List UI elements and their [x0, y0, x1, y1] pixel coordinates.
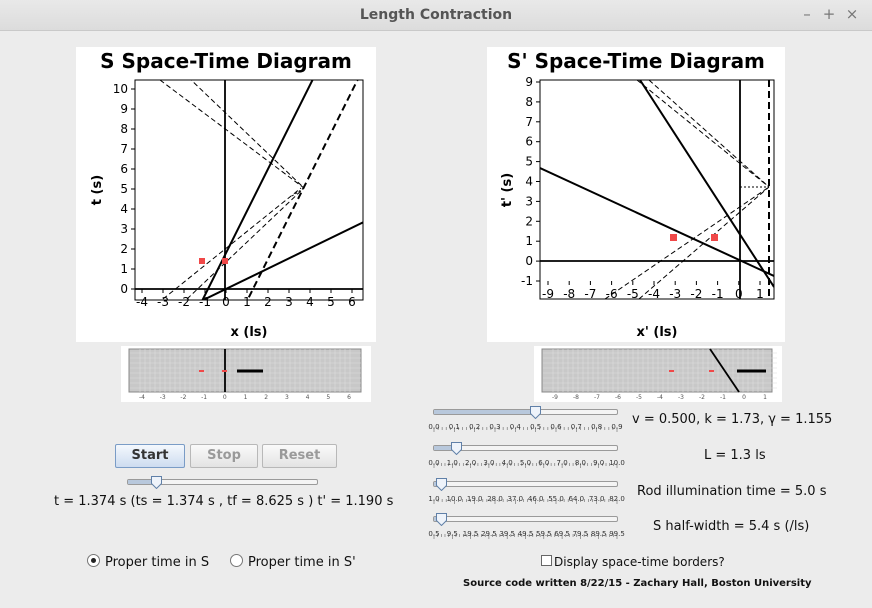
x-tick-label: 6	[348, 295, 356, 309]
slider-tick-label: 99.5	[609, 530, 625, 538]
y-tick-label: 8	[525, 94, 533, 109]
sprime-diagram-panel	[487, 47, 785, 342]
slider-thumb-icon	[436, 478, 447, 491]
strip-tick-label: 5	[326, 394, 331, 401]
slider-tick-label: 64.0	[568, 495, 585, 503]
strip-tick-label: -4	[657, 394, 663, 401]
strip-tick-label: -9	[552, 394, 558, 401]
x-tick-label: 0	[734, 287, 743, 301]
x-tick-label: -1	[199, 295, 211, 309]
slider-thumb-icon	[451, 442, 462, 455]
slider-tick-label: 0.8	[591, 423, 603, 431]
x-tick-label: -4	[136, 295, 148, 309]
illumination-slider[interactable]	[428, 476, 625, 503]
velocity-slider[interactable]	[428, 404, 623, 431]
strip-tick-label: -3	[159, 394, 166, 401]
time-readout: t = 1.374 s (ts = 1.374 s , tf = 8.625 s ) t' = 1.190 s	[54, 494, 394, 509]
x-tick-label: -6	[605, 287, 618, 301]
strip-tick-label: -4	[139, 394, 145, 401]
sprime-x-axis-label: x' (ls)	[636, 325, 678, 340]
slider-tick-label: 0.0	[428, 423, 440, 431]
checkbox-box[interactable]	[541, 555, 552, 566]
proper-time-s-radio[interactable]	[87, 554, 209, 570]
y-tick-label: 8	[120, 122, 128, 136]
radio-unselected-icon[interactable]	[230, 554, 243, 567]
slider-tick-label: 0.4	[509, 423, 521, 431]
slider-tick-label: 59.5	[536, 530, 552, 538]
slider-tick-label: 2.0	[465, 459, 477, 467]
slider-tick-label: 0.5	[428, 530, 440, 538]
slider-thumb[interactable]	[151, 474, 162, 487]
proper-time-sprime-radio[interactable]	[230, 554, 356, 570]
slider-tick-label: 10.0	[446, 495, 463, 503]
slider-tick-label: 7.0	[556, 459, 568, 467]
y-tick-label: 2	[120, 242, 128, 256]
slider-tick-label: 28.0	[487, 495, 503, 503]
slider-tick-label: 55.0	[548, 495, 564, 503]
slider-tick-label: 0.5	[530, 423, 542, 431]
x-tick-label: 1	[756, 287, 764, 301]
y-tick-label: -1	[521, 274, 533, 288]
halfwidth-readout: S half-width = 5.4 s (/ls)	[653, 519, 810, 534]
sprime-space-strip	[534, 346, 782, 402]
start-button[interactable]: Start	[115, 444, 185, 468]
radio-selected-icon[interactable]	[87, 554, 100, 567]
y-tick-label: 6	[120, 162, 128, 176]
x-tick-label: -1	[711, 287, 724, 301]
sprime-y-axis-label: t' (s)	[500, 172, 515, 208]
y-tick-label: 7	[120, 142, 128, 156]
y-tick-label: 5	[525, 154, 533, 169]
x-tick-label: -3	[669, 287, 682, 301]
slider-tick-label: 39.5	[499, 530, 515, 538]
y-tick-label: 5	[120, 182, 128, 196]
y-tick-label: 6	[525, 134, 533, 149]
y-tick-label: 2	[525, 214, 533, 229]
x-tick-label: 0	[222, 295, 230, 309]
slider-tick-label: 0.2	[469, 423, 481, 431]
s-y-axis-label: t (s)	[90, 174, 105, 206]
slider-tick-label: 0.3	[489, 423, 501, 431]
y-tick-label: 4	[120, 202, 128, 216]
event-marker	[711, 234, 718, 241]
slider-tick-label: 19.5	[462, 530, 479, 538]
illumination-readout: Rod illumination time = 5.0 s	[637, 484, 827, 499]
strip-tick-label: 1	[763, 394, 767, 401]
slider-tick-label: 1.0	[428, 495, 440, 503]
y-tick-label: 0	[525, 254, 533, 269]
slider-tick-label: 49.5	[517, 530, 534, 538]
slider-tick-label: 89.5	[590, 530, 607, 538]
slider-tick-label: 29.5	[481, 530, 497, 538]
slider-tick-label: 9.0	[593, 459, 605, 467]
strip-tick-label: -1	[201, 394, 208, 401]
strip-tick-label: -3	[678, 394, 684, 401]
y-tick-label: 4	[525, 174, 533, 189]
slider-thumb[interactable]	[436, 511, 447, 524]
slider-tick-label: 0.9	[611, 423, 623, 431]
slider-thumb-icon	[530, 406, 541, 419]
strip-tick-label: 4	[305, 394, 310, 401]
proper-time-sprime-label: Proper time in S'	[248, 555, 356, 570]
time-slider[interactable]	[127, 474, 318, 490]
y-tick-label: 9	[525, 75, 533, 89]
slider-tick-label: 0.1	[448, 423, 460, 431]
y-tick-label: 7	[525, 114, 533, 129]
slider-tick-label: 19.0	[466, 495, 483, 503]
slider-tick-label: 0.0	[428, 459, 440, 467]
window-titlebar	[0, 0, 872, 31]
strip-tick-label: -2	[699, 394, 705, 401]
strip-tick-label: 6	[347, 394, 351, 401]
slider-thumb[interactable]	[530, 404, 541, 417]
slider-tick-label: 0.6	[550, 423, 562, 431]
slider-tick-label: 46.0	[527, 495, 544, 503]
strip-tick-label: -7	[594, 394, 600, 401]
credit-text: Source code written 8/22/15 - Zachary Hall, Boston University	[463, 578, 812, 589]
slider-thumb[interactable]	[451, 440, 462, 453]
minimize-icon[interactable]: –	[803, 5, 811, 23]
slider-thumb[interactable]	[436, 476, 447, 489]
x-tick-label: -4	[648, 287, 660, 301]
y-tick-label: 1	[525, 234, 533, 249]
slider-thumb-icon	[436, 513, 447, 526]
x-tick-label: -2	[178, 295, 190, 309]
sprime-diagram-title: S' Space-Time Diagram	[507, 49, 765, 73]
strip-tick-label: 3	[284, 394, 289, 401]
x-tick-label: 1	[243, 295, 251, 309]
slider-tick-label: 6.0	[538, 459, 550, 467]
s-diagram-plot	[76, 47, 376, 342]
slider-tick-label: 69.5	[554, 530, 570, 538]
y-tick-label: 1	[120, 262, 128, 276]
x-tick-label: -3	[157, 295, 169, 309]
x-tick-label: -5	[626, 287, 639, 301]
slider-tick-label: 37.0	[507, 495, 524, 503]
x-tick-label: -7	[584, 287, 597, 301]
maximize-icon[interactable]: +	[822, 5, 836, 23]
y-tick-label: 9	[120, 102, 128, 116]
s-diagram-panel	[76, 47, 376, 342]
event-marker	[670, 234, 677, 241]
length-readout: L = 1.3 ls	[704, 448, 766, 463]
slider-tick-label: 4.0	[501, 459, 513, 467]
x-tick-label: 5	[327, 295, 335, 309]
reset-button[interactable]: Reset	[262, 444, 337, 468]
y-tick-label: 3	[120, 222, 128, 236]
halfwidth-slider[interactable]	[428, 511, 625, 538]
x-tick-label: 4	[306, 295, 314, 309]
slider-tick-label: 73.0	[588, 495, 605, 503]
proper-time-s-label: Proper time in S	[105, 555, 210, 570]
strip-tick-label: 0	[222, 394, 227, 401]
strip-tick-label: 2	[264, 394, 269, 401]
slider-tick-label: 0.7	[570, 423, 582, 431]
slider-tick-label: 5.0	[519, 459, 532, 467]
slider-thumb-icon	[151, 476, 162, 489]
event-marker	[199, 258, 205, 264]
borders-checkbox-label: Display space-time borders?	[554, 555, 725, 569]
strip-tick-label: -8	[573, 394, 579, 401]
s-x-axis-label: x (ls)	[230, 325, 268, 340]
slider-tick-label: 8.0	[574, 459, 586, 467]
stop-button[interactable]: Stop	[190, 444, 258, 468]
y-tick-label: 0	[120, 282, 128, 296]
slider-tick-label: 82.0	[609, 495, 625, 503]
strip-tick-label: -5	[636, 394, 642, 401]
slider-tick-label: 3.0	[483, 459, 495, 467]
strip-tick-label: -2	[180, 394, 187, 401]
borders-checkbox[interactable]	[541, 555, 725, 569]
sprime-diagram-plot	[487, 47, 785, 342]
x-tick-label: -8	[563, 287, 576, 301]
strip-tick-label: 1	[243, 394, 248, 401]
s-diagram-title: S Space-Time Diagram	[100, 49, 352, 73]
slider-tick-label: 79.5	[572, 530, 589, 538]
y-tick-label: 10	[112, 82, 128, 96]
s-space-strip	[121, 346, 371, 402]
strip-tick-label: -6	[615, 394, 621, 401]
y-tick-label: 3	[525, 194, 533, 209]
close-icon[interactable]: ×	[845, 5, 859, 23]
x-tick-label: -9	[542, 287, 554, 301]
length-slider[interactable]	[428, 440, 625, 467]
strip-tick-label: -1	[720, 394, 726, 401]
velocity-readout: v = 0.500, k = 1.73, γ = 1.155	[632, 412, 833, 427]
window-title: Length Contraction	[359, 7, 513, 23]
slider-tick-label: 1.0	[446, 459, 458, 467]
event-marker	[222, 258, 228, 264]
slider-tick-label: 9.5	[446, 530, 458, 538]
x-tick-label: 3	[285, 295, 293, 309]
slider-tick-label: 10.0	[609, 459, 625, 467]
x-tick-label: -2	[690, 287, 703, 301]
strip-tick-label: 0	[742, 394, 746, 401]
x-tick-label: 2	[264, 295, 272, 309]
